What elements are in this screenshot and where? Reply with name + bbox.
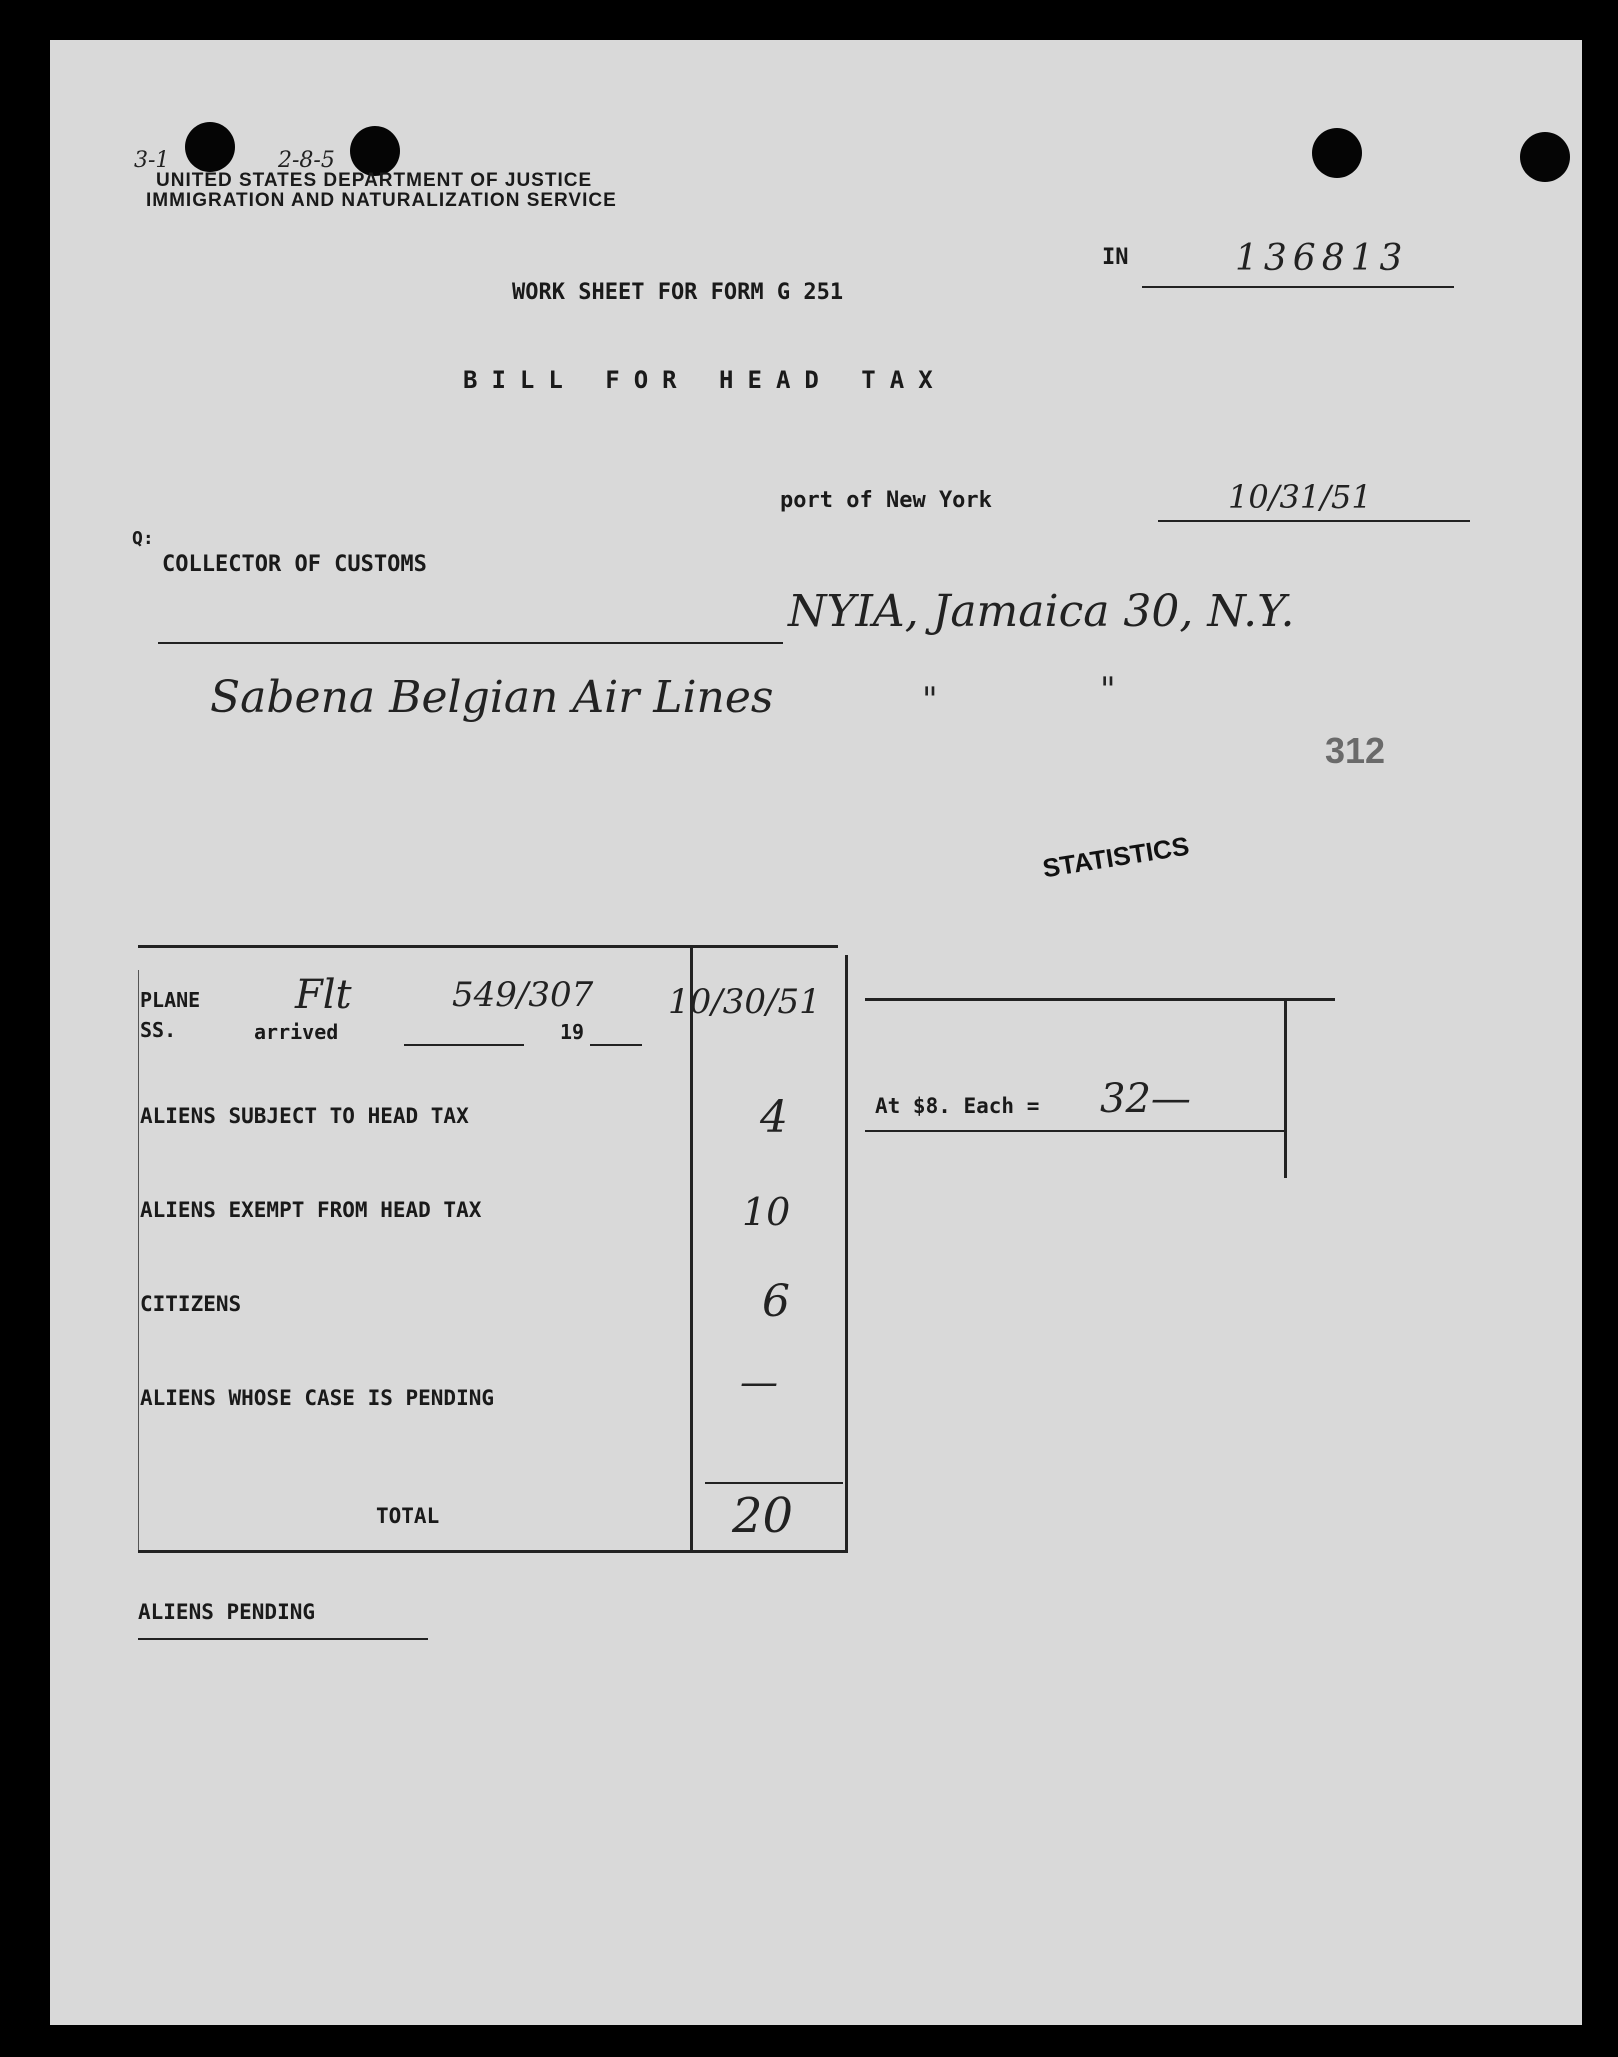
statistics-stamp: STATISTICS xyxy=(1040,830,1192,884)
rate-box-top xyxy=(865,998,1335,1001)
port-date-underline xyxy=(1158,520,1470,522)
in-number-underline xyxy=(1142,286,1454,288)
row-value-subject: 4 xyxy=(760,1092,788,1143)
address-handwritten: NYIA, Jamaica 30, N.Y. xyxy=(788,586,1295,637)
punch-hole xyxy=(1520,132,1570,182)
row-label-exempt: ALIENS EXEMPT FROM HEAD TAX xyxy=(140,1198,482,1222)
bill-title: BILL FOR HEAD TAX xyxy=(463,366,947,394)
agency-line-1: UNITED STATES DEPARTMENT OF JUSTICE xyxy=(156,170,593,191)
rate-box-right xyxy=(1284,998,1287,1178)
row-label-citizens: CITIZENS xyxy=(140,1292,242,1316)
collector-label: COLLECTOR OF CUSTOMS xyxy=(162,552,427,577)
to-label: Q: xyxy=(132,528,154,549)
arrival-date: 10/30/51 xyxy=(668,982,821,1022)
in-label: IN xyxy=(1102,245,1129,270)
in-number: 136813 xyxy=(1235,238,1409,279)
row-value-exempt: 10 xyxy=(742,1190,791,1234)
port-date: 10/31/51 xyxy=(1228,478,1372,516)
carrier-handwritten: Sabena Belgian Air Lines xyxy=(210,672,774,723)
ss-label: SS. xyxy=(140,1018,177,1042)
rate-label: At $8. Each = xyxy=(875,1094,1040,1118)
arrived-underline xyxy=(404,1044,524,1046)
punch-hole xyxy=(1312,128,1362,178)
total-rule xyxy=(705,1482,843,1484)
plane-label: PLANE xyxy=(140,988,201,1012)
flight-handwritten: Flt xyxy=(295,972,352,1018)
table-outer-right-rule xyxy=(845,955,848,1552)
total-label: TOTAL xyxy=(376,1504,440,1528)
flight-number: 549/307 xyxy=(452,975,594,1015)
rate-box-bottom xyxy=(865,1130,1287,1132)
row-value-citizens: 6 xyxy=(762,1276,790,1327)
row-label-subject: ALIENS SUBJECT TO HEAD TAX xyxy=(140,1104,469,1128)
year-prefix: 19 xyxy=(560,1020,585,1044)
margin-note: 3-1 xyxy=(134,148,170,173)
rate-amount: 32— xyxy=(1100,1076,1191,1122)
punch-hole xyxy=(350,126,400,176)
aliens-pending-underline xyxy=(138,1638,428,1640)
document-page xyxy=(50,40,1582,2025)
row-value-pending: — xyxy=(740,1360,778,1404)
year-underline xyxy=(590,1044,642,1046)
collector-underline xyxy=(158,642,783,644)
margin-note-date: 2-8-5 xyxy=(278,148,335,173)
table-column-rule xyxy=(690,948,693,1552)
table-top-rule xyxy=(138,945,838,948)
worksheet-title: WORK SHEET FOR FORM G 251 xyxy=(512,280,844,305)
aliens-pending-label: ALIENS PENDING xyxy=(138,1600,316,1624)
agency-line-2: IMMIGRATION AND NATURALIZATION SERVICE xyxy=(146,190,617,211)
table-bottom-rule xyxy=(138,1550,848,1553)
arrived-label: arrived xyxy=(254,1020,339,1044)
ditto-mark: " xyxy=(1100,670,1116,710)
punch-hole xyxy=(185,122,235,172)
total-value: 20 xyxy=(732,1488,794,1544)
ditto-mark: " xyxy=(922,680,938,720)
port-label: port of New York xyxy=(780,488,992,513)
table-left-rule xyxy=(138,970,139,1550)
stamp-number: 312 xyxy=(1325,730,1386,771)
row-label-pending: ALIENS WHOSE CASE IS PENDING xyxy=(140,1386,495,1410)
